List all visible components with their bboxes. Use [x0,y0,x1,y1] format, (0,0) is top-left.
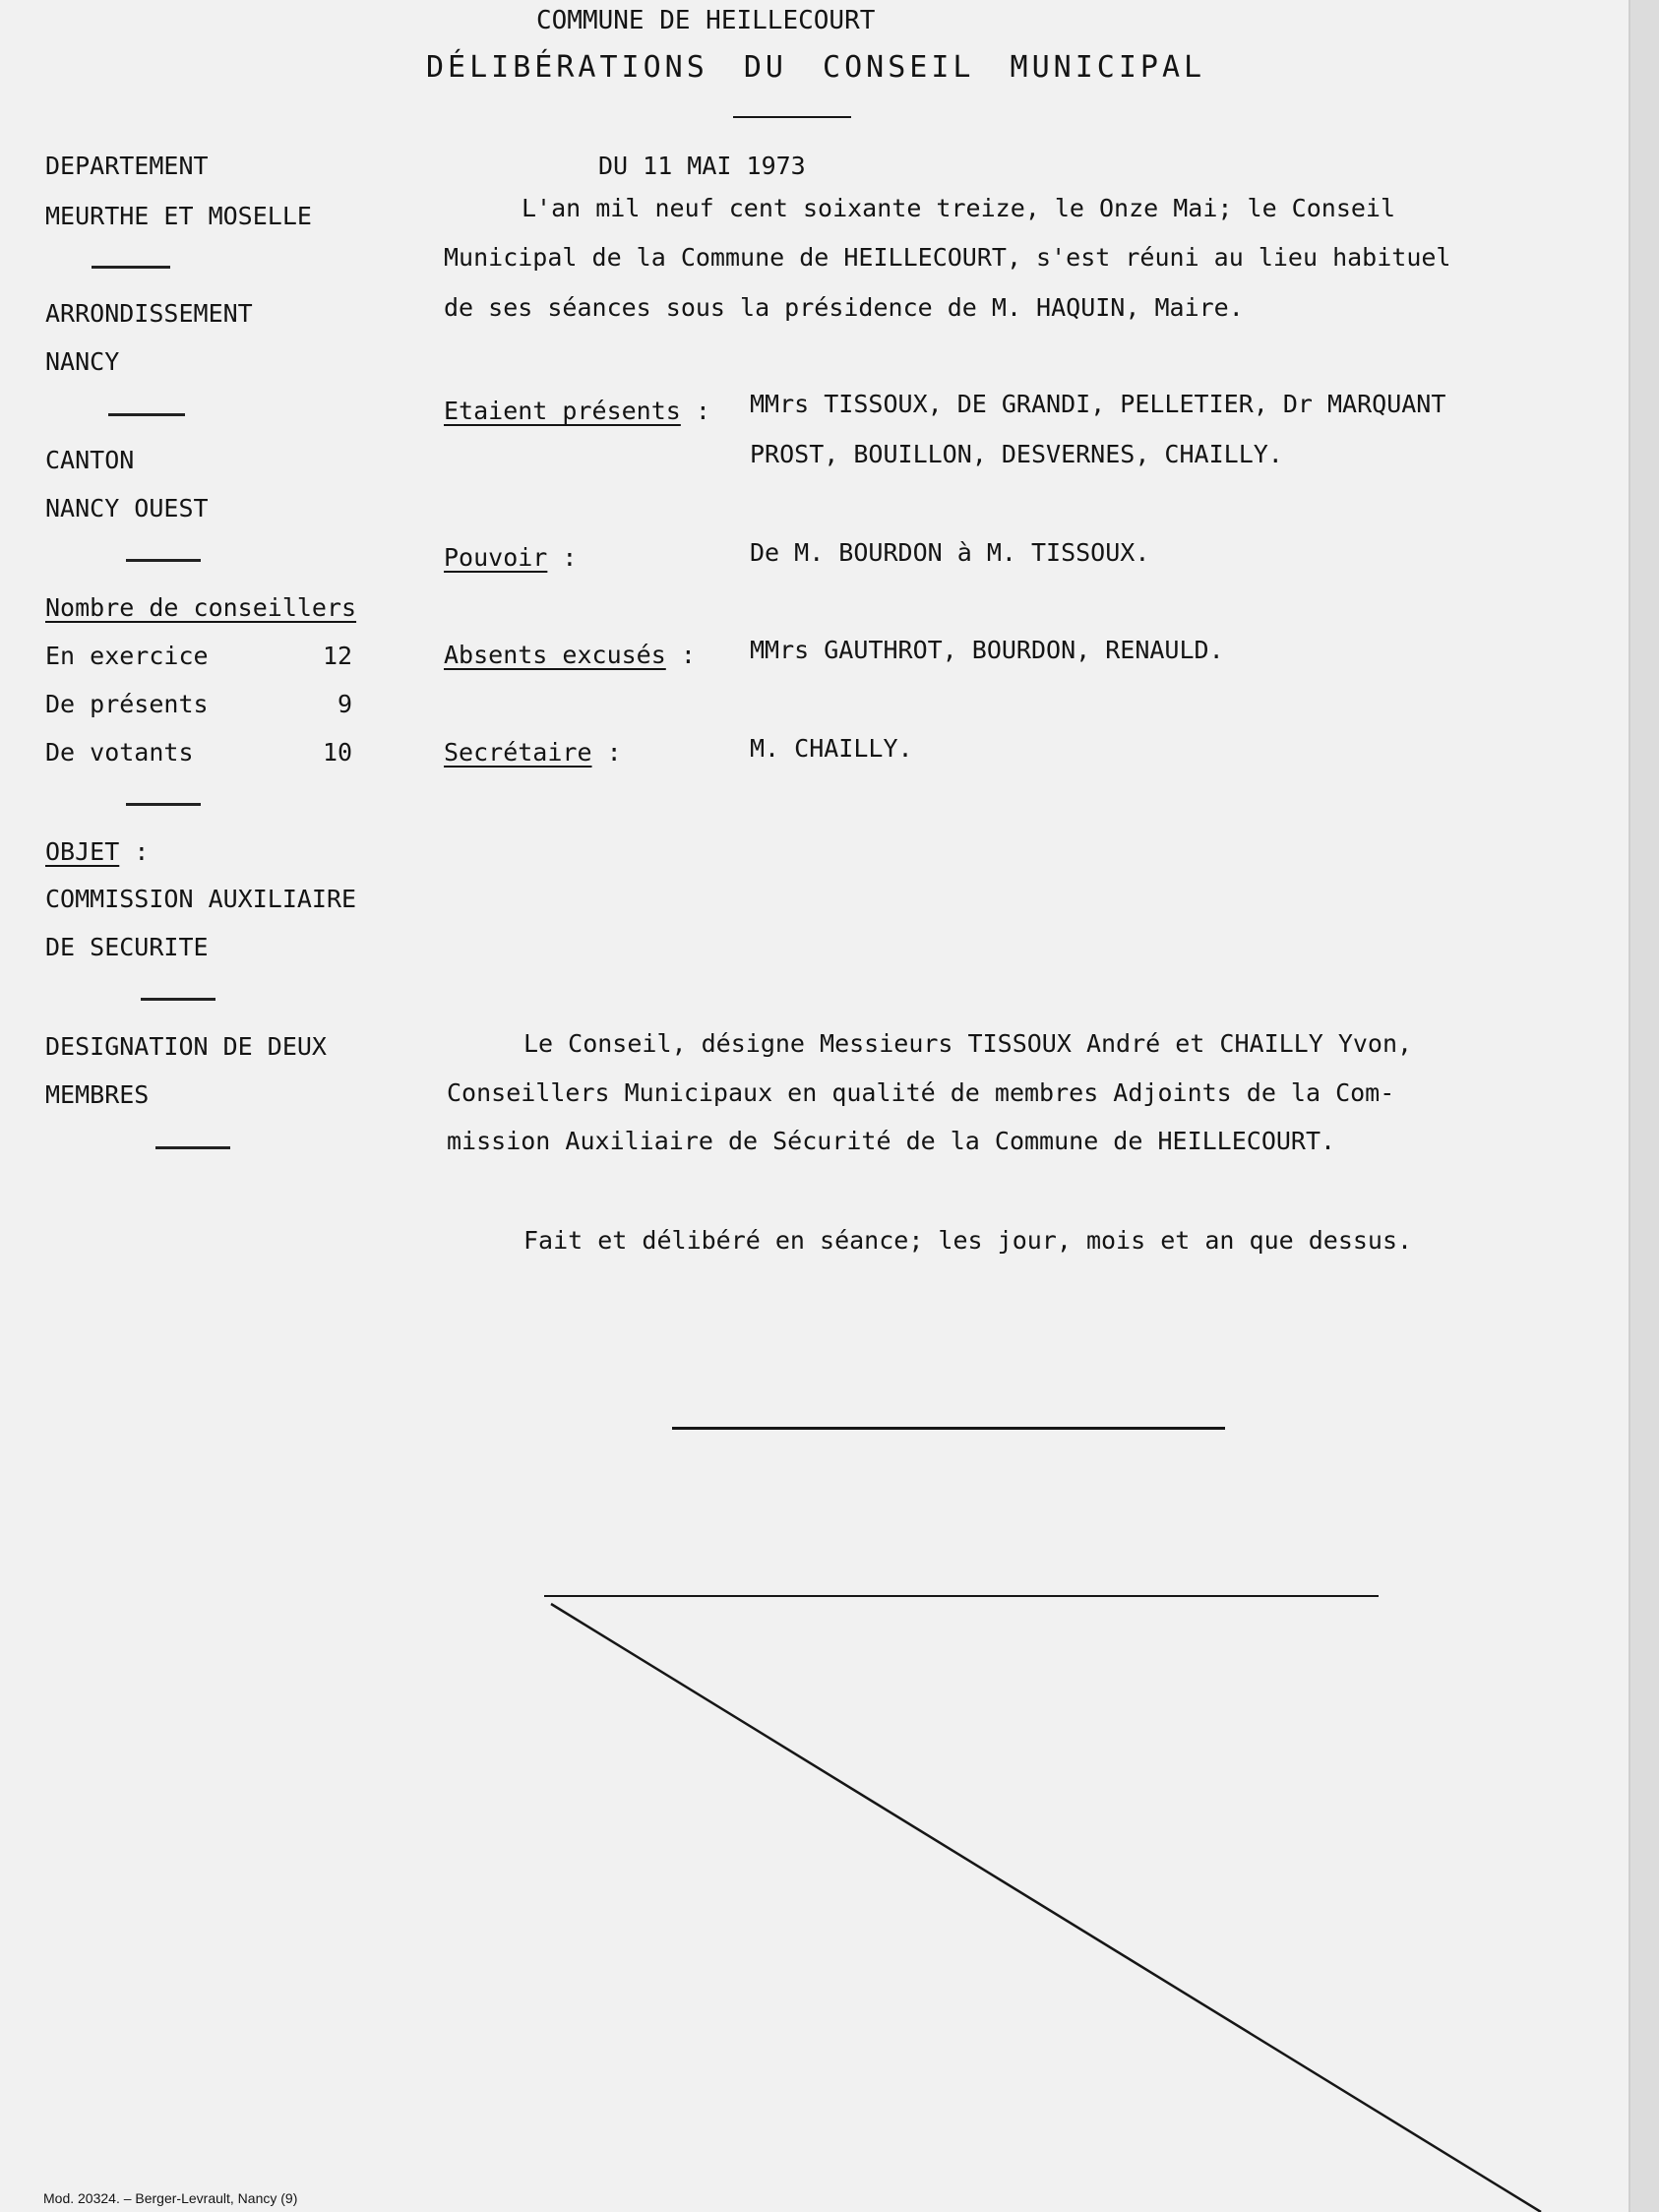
secretaire-value: M. CHAILLY. [750,734,913,763]
secretaire-label: Secrétaire [444,738,592,767]
objet-line: DE SECURITE [45,933,209,961]
intro-line: Municipal de la Commune de HEILLECOURT, s'est réuni au lieu habituel [444,243,1451,272]
objet-label: OBJET [45,837,120,866]
intro-line: de ses séances sous la présidence de M. HAQUIN, Maire. [444,293,1244,322]
absents-value: MMrs GAUTHROT, BOURDON, RENAULD. [750,636,1224,664]
count-value-votants: 10 [323,738,353,767]
page-title: DÉLIBÉRATIONS DU CONSEIL MUNICIPAL [426,50,1206,85]
field-colon: : [562,543,578,572]
presents-line: PROST, BOUILLON, DESVERNES, CHAILLY. [750,440,1283,468]
conseillers-heading: Nombre de conseillers [45,593,357,622]
pouvoir-value: De M. BOURDON à M. TISSOUX. [750,538,1150,567]
presents-line: MMrs TISSOUX, DE GRANDI, PELLETIER, Dr MARQUANT [750,390,1446,418]
decision-line: Conseillers Municipaux en qualité de membres Adjoints de la Com- [447,1078,1395,1107]
intro-line: L'an mil neuf cent soixante treize, le Onze Mai; le Conseil [522,194,1396,222]
objet-line: COMMISSION AUXILIAIRE [45,885,357,913]
absents-label: Absents excusés [444,641,666,669]
commune-header: COMMUNE DE HEILLECOURT [536,6,876,35]
arrondissement-label: ARRONDISSEMENT [45,299,253,328]
printer-imprint: Mod. 20324. – Berger-Levrault, Nancy (9) [43,2190,298,2206]
closing-line: Fait et délibéré en séance; les jour, mois et an que dessus. [523,1226,1413,1255]
meeting-date: DU 11 MAI 1973 [598,152,806,180]
count-value-exercice: 12 [323,642,353,670]
decision-line: mission Auxiliaire de Sécurité de la Commune de HEILLECOURT. [447,1127,1336,1155]
count-label-votants: De votants [45,738,194,767]
count-value-presents: 9 [338,690,353,718]
departement-label: DEPARTEMENT [45,152,209,180]
field-colon: : [695,397,710,425]
pouvoir-label: Pouvoir [444,543,548,572]
count-label-presents: De présents [45,690,209,718]
canton-value: NANCY OUEST [45,494,209,522]
designation-line: DESIGNATION DE DEUX [45,1032,327,1061]
objet-colon: : [134,837,150,866]
departement-value: MEURTHE ET MOSELLE [45,202,312,230]
presents-label: Etaient présents [444,397,681,425]
arrondissement-value: NANCY [45,347,120,376]
field-colon: : [606,738,622,767]
decision-line: Le Conseil, désigne Messieurs TISSOUX André et CHAILLY Yvon, [523,1029,1413,1058]
canton-label: CANTON [45,446,135,474]
designation-line: MEMBRES [45,1080,150,1109]
field-colon: : [680,641,696,669]
count-label-exercice: En exercice [45,642,209,670]
